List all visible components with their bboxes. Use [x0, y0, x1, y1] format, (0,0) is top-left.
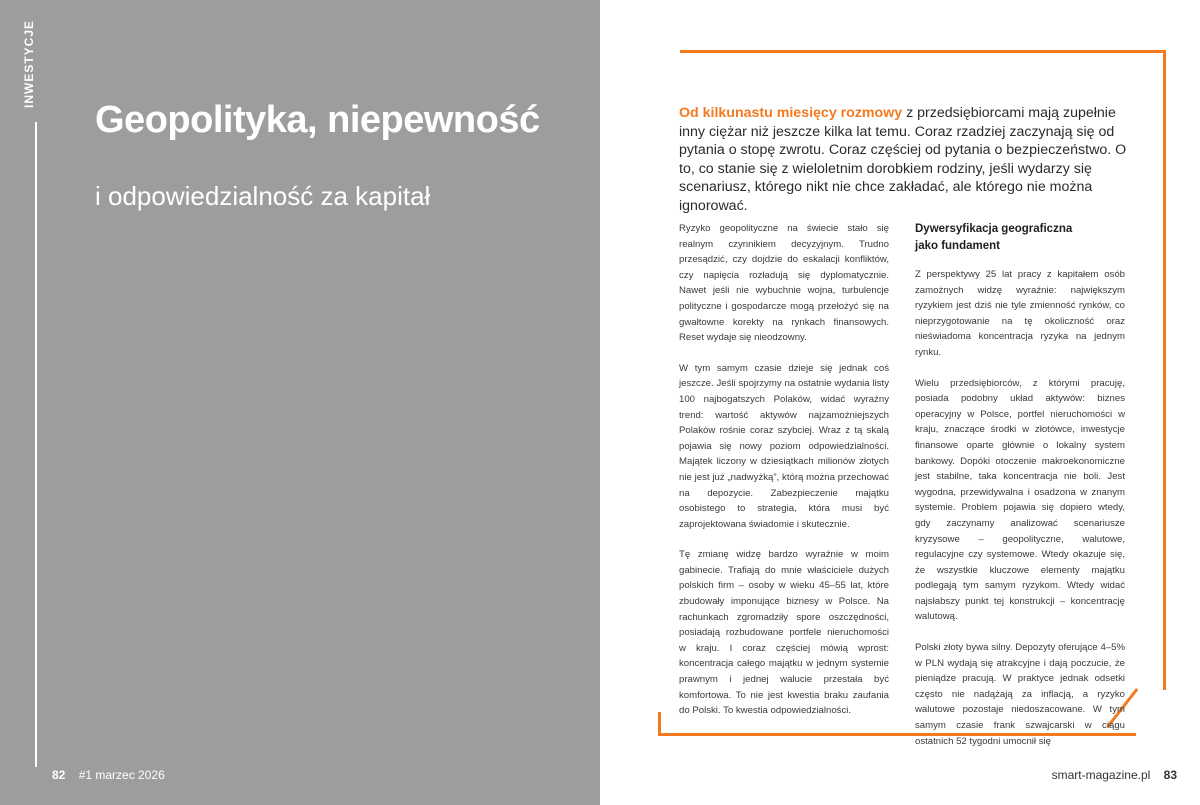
body-paragraph: W tym samym czasie dzieje się jednak coś jeszcze. Jeśli spojrzymy na ostatnie wydania listy 100 najbogatszych Polaków, widać wyraźny trend: wartość aktywów najzamożniejszych Polaków rośnie coraz szybciej. Wraz z tą skalą pojawia się nowy poziom odpowiedzialności. Majątek liczony w dziesiątkach milionów złotych nie jest już „nadwyżką”, którą można przechować na depozycie. Zabezpieczenie majątku osobistego to strategia, która musi być zaprojektowana świadomie i skutecznie. [679, 362, 889, 530]
lead-highlight: Od kilkunastu miesięcy rozmowy [679, 105, 903, 121]
body-paragraph: Wielu przedsiębiorców, z którymi pracuję, posiada podobny układ aktywów: biznes operacyjny w Polsce, portfel nieruchomości w kraju, znaczące środki w złotówce, inwestycje finansowe oparte głównie o lokalny system bankowy. Dopóki otoczenie makroekonomiczne jest stabilne, taka koncentracja nie boli. Jest wygodna, przewidywalna i osadzona w znanym systemie. Problem pojawia się dopiero wtedy, gdy zaczynamy analizować scenariusze kryzysowe – geopolityczne, walutowe, regulacyjne czy systemowe. Wtedy okazuje się, że wszystkie kluczowe elementy majątku podlegają tym samym ryzykom. Wtedy widać najsłabszy punkt tej konstrukcji – koncentrację walutową. [915, 377, 1125, 623]
frame-left-line [658, 712, 661, 736]
body-paragraph: Z perspektywy 25 lat pracy z kapitałem osób zamożnych widzę wyraźnie: największym ryzykiem jest dziś nie tyle zmienność rynków, co nieprzygotowanie na tę okoliczność oraz nieświadoma koncentracja ryzyka na jednym rynku. [915, 269, 1125, 358]
site-url: smart-magazine.pl [1051, 768, 1151, 782]
left-page-number: 82 [52, 768, 66, 782]
frame-top-line [680, 50, 1165, 53]
section-subheading: Dywersyfikacja geograficzna jako fundament [915, 223, 1073, 252]
right-page [600, 0, 1200, 805]
right-page-number: 83 [1163, 768, 1177, 782]
section-label: INWESTYCJE [22, 19, 36, 108]
body-column-2 [915, 221, 1125, 764]
headline: Geopolityka, niepewność [95, 99, 540, 141]
body-paragraph: Polski złoty bywa silny. Depozyty oferujące 4–5% w PLN wydają się atrakcyjne i dają poczucie, że pieniądze pracują. W praktyce jednak odsetki często nie nadążają za inflacją, a ryzyko walutowe pozostaje niedoszacowane. W tym samym czasie frank szwajcarski w ciągu ostatnich 52 tygodni umocnił się [915, 642, 1125, 747]
body-column-1 [679, 221, 889, 734]
frame-right-line [1163, 50, 1166, 690]
left-folio [52, 768, 165, 782]
vertical-rule [35, 122, 37, 767]
issue-label: #1 marzec 2026 [78, 768, 165, 782]
lead-paragraph [679, 104, 1134, 216]
lead-text: z przedsiębiorcami mają zupełnie inny ciężar niż jeszcze kilka lat temu. Coraz rzadziej zaczynają się od pytania o stopę zwrotu. Coraz częściej od pytania o bezpieczeństwo. O to, co stanie się z wieloletnim dorobkiem rodziny, jeśli wydarzy się scenariusz, którego nikt nie chce zakładać, ale którego nie można ignorować. [679, 105, 1127, 214]
right-folio [1052, 768, 1177, 782]
headline-subtitle: i odpowiedzialność za kapitał [95, 181, 431, 211]
body-paragraph: Tę zmianę widzę bardzo wyraźnie w moim gabinecie. Trafiają do mnie właściciele dużych polskich firm – osoby w wieku 45–55 lat, które zbudowały imponujące biznesy w Polsce. Na rachunkach zgromadziły spore oszczędności, posiadają rozbudowane portfele nieruchomości w kraju. I coraz częściej mówią wprost: koncentracja całego majątku w jednym systemie prawnym i jednej walucie przestała być komfortowa. To nie jest kwestia braku zaufania do Polski. To kwestia odpowiedzialności. [679, 549, 889, 717]
body-paragraph: Ryzyko geopolityczne na świecie stało się realnym czynnikiem decyzyjnym. Trudno przesądzić, czy dojdzie do eskalacji konfliktów, czy napięcia rozładują się dyplomatycznie. Nawet jeśli nie wybuchnie wojna, turbulencje polityczne i gospodarcze mogą przełożyć się na gwałtowne korekty na rynkach finansowych. Reset wydaje się nieodzowny. [679, 223, 889, 344]
